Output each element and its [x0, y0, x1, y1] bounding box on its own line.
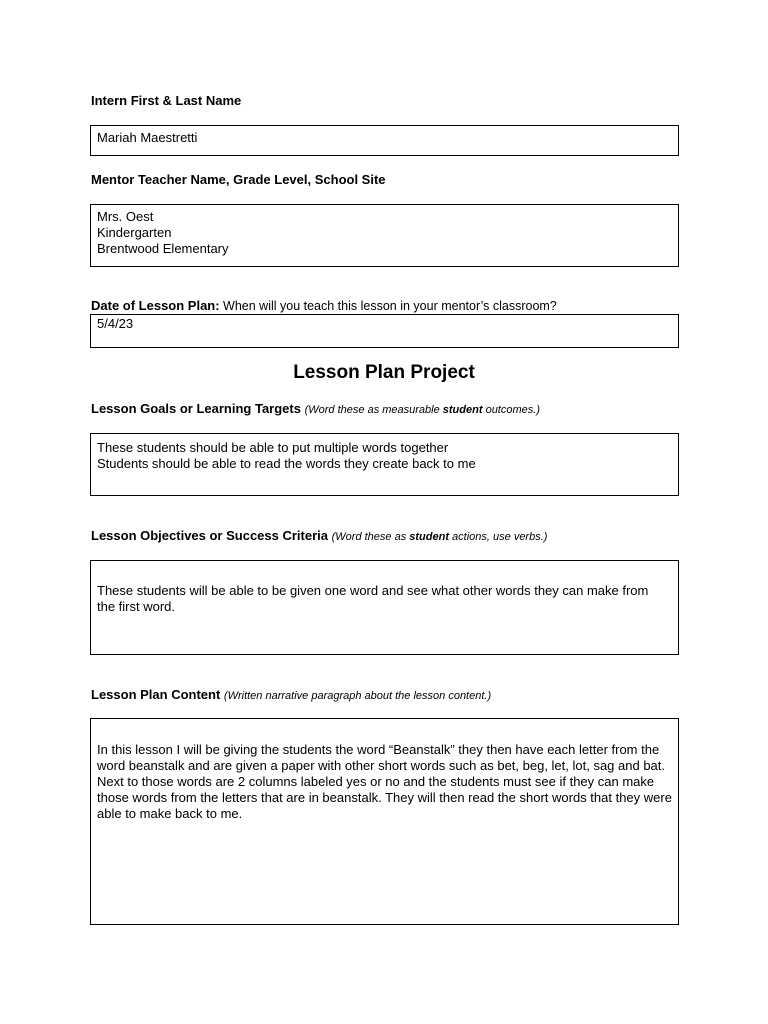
intern-name-value: Mariah Maestretti — [97, 130, 198, 145]
lesson-objectives-hint-bold: student — [409, 531, 449, 543]
school-site-value: Brentwood Elementary — [97, 241, 229, 256]
lesson-goals-label — [91, 401, 540, 416]
intern-name-field[interactable] — [90, 125, 679, 156]
lesson-content-hint: (Written narrative paragraph about the lesson content.) — [223, 690, 492, 702]
lesson-objectives-text: These students will be able to be given one word and see what other words they can make from the first word. — [97, 583, 649, 614]
lesson-objectives-hint-pre: (Word these as — [331, 531, 410, 543]
lesson-date-label — [91, 298, 557, 313]
lesson-content-text: In this lesson I will be giving the students the word “Beanstalk” they then have each letter from the word beanstalk and are given a paper with other short words such as bet, beg, let, lot, sag and bat. Next to those words are 2 columns labeled yes or no and the students must see if they can make those words from the letters that are in beanstalk. They will then read the short words that they were able to make back to me. — [97, 742, 672, 821]
lesson-goal-line: Students should be able to read the words they create back to me — [97, 456, 476, 471]
lesson-objectives-label — [91, 528, 547, 543]
page-title: Lesson Plan Project — [293, 362, 475, 383]
lesson-content-label — [91, 687, 491, 702]
lesson-date-field[interactable] — [90, 314, 679, 348]
mentor-info-label: Mentor Teacher Name, Grade Level, School Site — [91, 172, 386, 187]
mentor-name-value: Mrs. Oest — [97, 209, 154, 224]
lesson-date-prompt: When will you teach this lesson in your mentor’s classroom? — [219, 299, 557, 313]
lesson-goals-hint-post: outcomes.) — [482, 404, 540, 416]
lesson-goals-hint — [305, 404, 540, 416]
lesson-content-field[interactable] — [90, 718, 679, 925]
lesson-objectives-field[interactable] — [90, 560, 679, 655]
lesson-content-label-text: Lesson Plan Content — [91, 687, 221, 702]
lesson-goals-label-text: Lesson Goals or Learning Targets — [91, 401, 301, 416]
lesson-goals-hint-pre: (Word these as measurable — [304, 404, 443, 416]
mentor-info-field[interactable] — [90, 204, 679, 267]
lesson-objectives-hint — [332, 531, 548, 543]
lesson-goals-hint-bold: student — [442, 404, 483, 416]
lesson-goal-line: These students should be able to put multiple words together — [97, 440, 449, 455]
lesson-goals-field[interactable] — [90, 433, 679, 496]
lesson-objectives-hint-post: actions, use verbs.) — [449, 531, 548, 543]
intern-name-label: Intern First & Last Name — [91, 93, 242, 108]
lesson-date-label-text: Date of Lesson Plan: — [91, 298, 220, 313]
lesson-objectives-label-text: Lesson Objectives or Success Criteria — [91, 528, 328, 543]
grade-level-value: Kindergarten — [97, 225, 172, 240]
lesson-date-value: 5/4/23 — [97, 316, 134, 331]
